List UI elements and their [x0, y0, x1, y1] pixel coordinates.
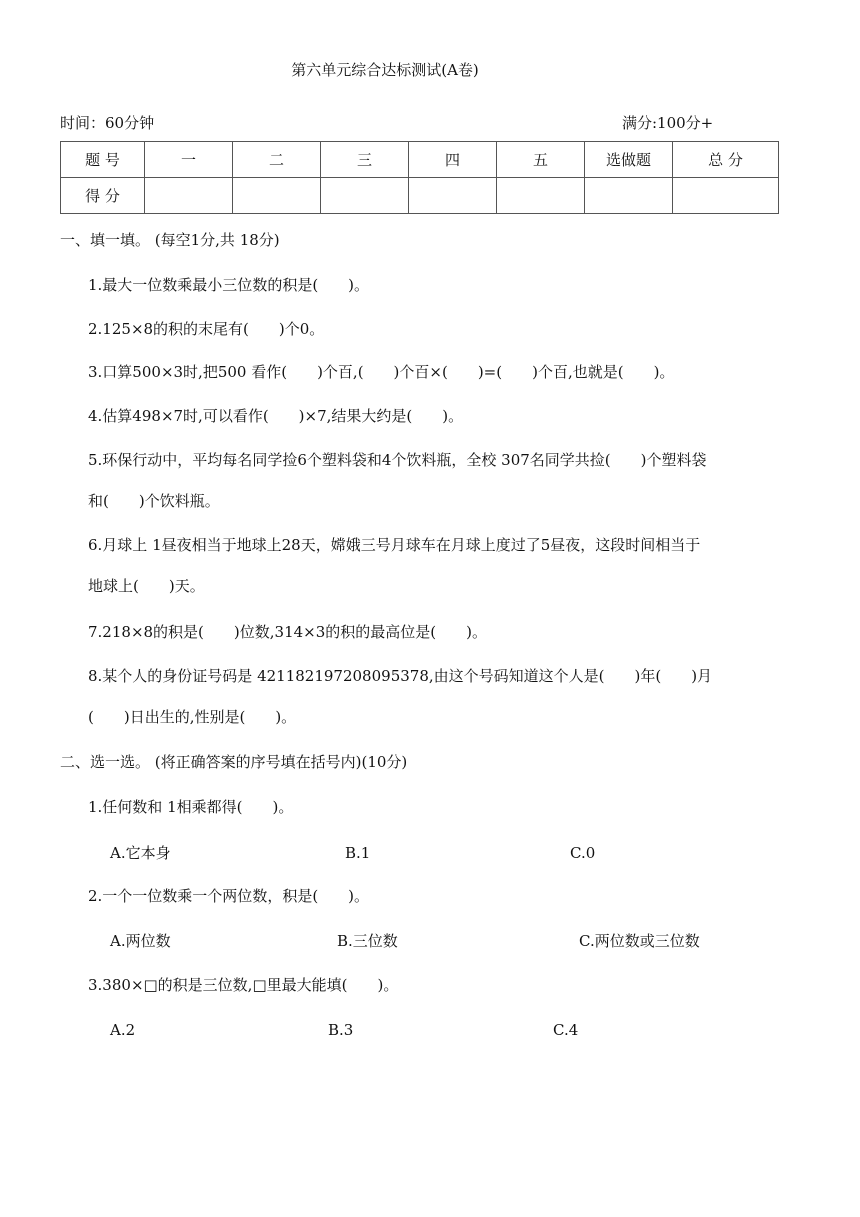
score-header-cell: 二 [233, 142, 321, 178]
score-header-cell: 一 [145, 142, 233, 178]
section2-heading: 二、选一选。 (将正确答案的序号填在括号内)(10分) [60, 753, 408, 771]
question-1-1: 1.最大一位数乘最小三位数的积是( )。 [88, 276, 370, 294]
question-1-3: 3.口算500×3时,把500 看作( )个百,( )个百×( )=( )个百,也就是( )。 [88, 363, 675, 381]
question-2-2: 2.一个一位数乘一个两位数，积是( )。 [88, 887, 370, 905]
option-a: A.两位数 [110, 932, 171, 950]
score-table-score-row [61, 178, 779, 214]
score-cell[interactable] [497, 178, 585, 214]
question-1-8-line2: ( )日出生的,性别是( )。 [88, 708, 297, 726]
question-1-5-line2: 和( )个饮料瓶。 [88, 492, 220, 510]
score-table [60, 141, 779, 214]
option-c: C.4 [553, 1021, 579, 1039]
question-1-2: 2.125×8的积的末尾有( )个0。 [88, 320, 325, 338]
score-header-cell: 五 [497, 142, 585, 178]
score-cell[interactable] [585, 178, 673, 214]
option-c: C.两位数或三位数 [579, 932, 700, 950]
option-a: A.它本身 [110, 844, 171, 862]
score-header-cell: 总 分 [673, 142, 779, 178]
question-2-3: 3.380×□的积是三位数,□里最大能填( )。 [88, 976, 399, 994]
score-cell[interactable] [145, 178, 233, 214]
score-row-label: 得 分 [61, 178, 145, 214]
question-1-7: 7.218×8的积是( )位数,314×3的积的最高位是( )。 [88, 623, 487, 641]
question-2-1: 1.任何数和 1相乘都得( )。 [88, 798, 294, 816]
page-title: 第六单元综合达标测试(A卷) [291, 61, 479, 79]
question-1-4: 4.估算498×7时,可以看作( )×7,结果大约是( )。 [88, 407, 464, 425]
time-limit: 时间：60分钟 [60, 114, 155, 132]
option-b: B.1 [345, 844, 371, 862]
score-cell[interactable] [409, 178, 497, 214]
score-header-cell: 题 号 [61, 142, 145, 178]
option-b: B.三位数 [337, 932, 398, 950]
score-cell[interactable] [673, 178, 779, 214]
score-table-header-row [61, 142, 779, 178]
score-header-cell: 四 [409, 142, 497, 178]
score-header-cell: 选做题 [585, 142, 673, 178]
question-1-8-line1: 8.某个人的身份证号码是 421182197208095378,由这个号码知道这个人是( )年( )月 [88, 667, 713, 685]
question-1-5-line1: 5.环保行动中，平均每名同学捡6个塑料袋和4个饮料瓶，全校 307名同学共捡( )个塑料袋 [88, 451, 707, 469]
option-a: A.2 [110, 1021, 136, 1039]
section1-heading: 一、填一填。 (每空1分,共 18分) [60, 231, 280, 249]
score-header-cell: 三 [321, 142, 409, 178]
question-1-6-line1: 6.月球上 1昼夜相当于地球上28天，嫦娥三号月球车在月球上度过了5昼夜，这段时间相当于 [88, 536, 701, 554]
option-c: C.0 [570, 844, 596, 862]
score-cell[interactable] [321, 178, 409, 214]
option-b: B.3 [328, 1021, 354, 1039]
score-cell[interactable] [233, 178, 321, 214]
question-1-6-line2: 地球上( )天。 [88, 577, 205, 595]
full-score: 满分:100分+ [622, 114, 714, 132]
